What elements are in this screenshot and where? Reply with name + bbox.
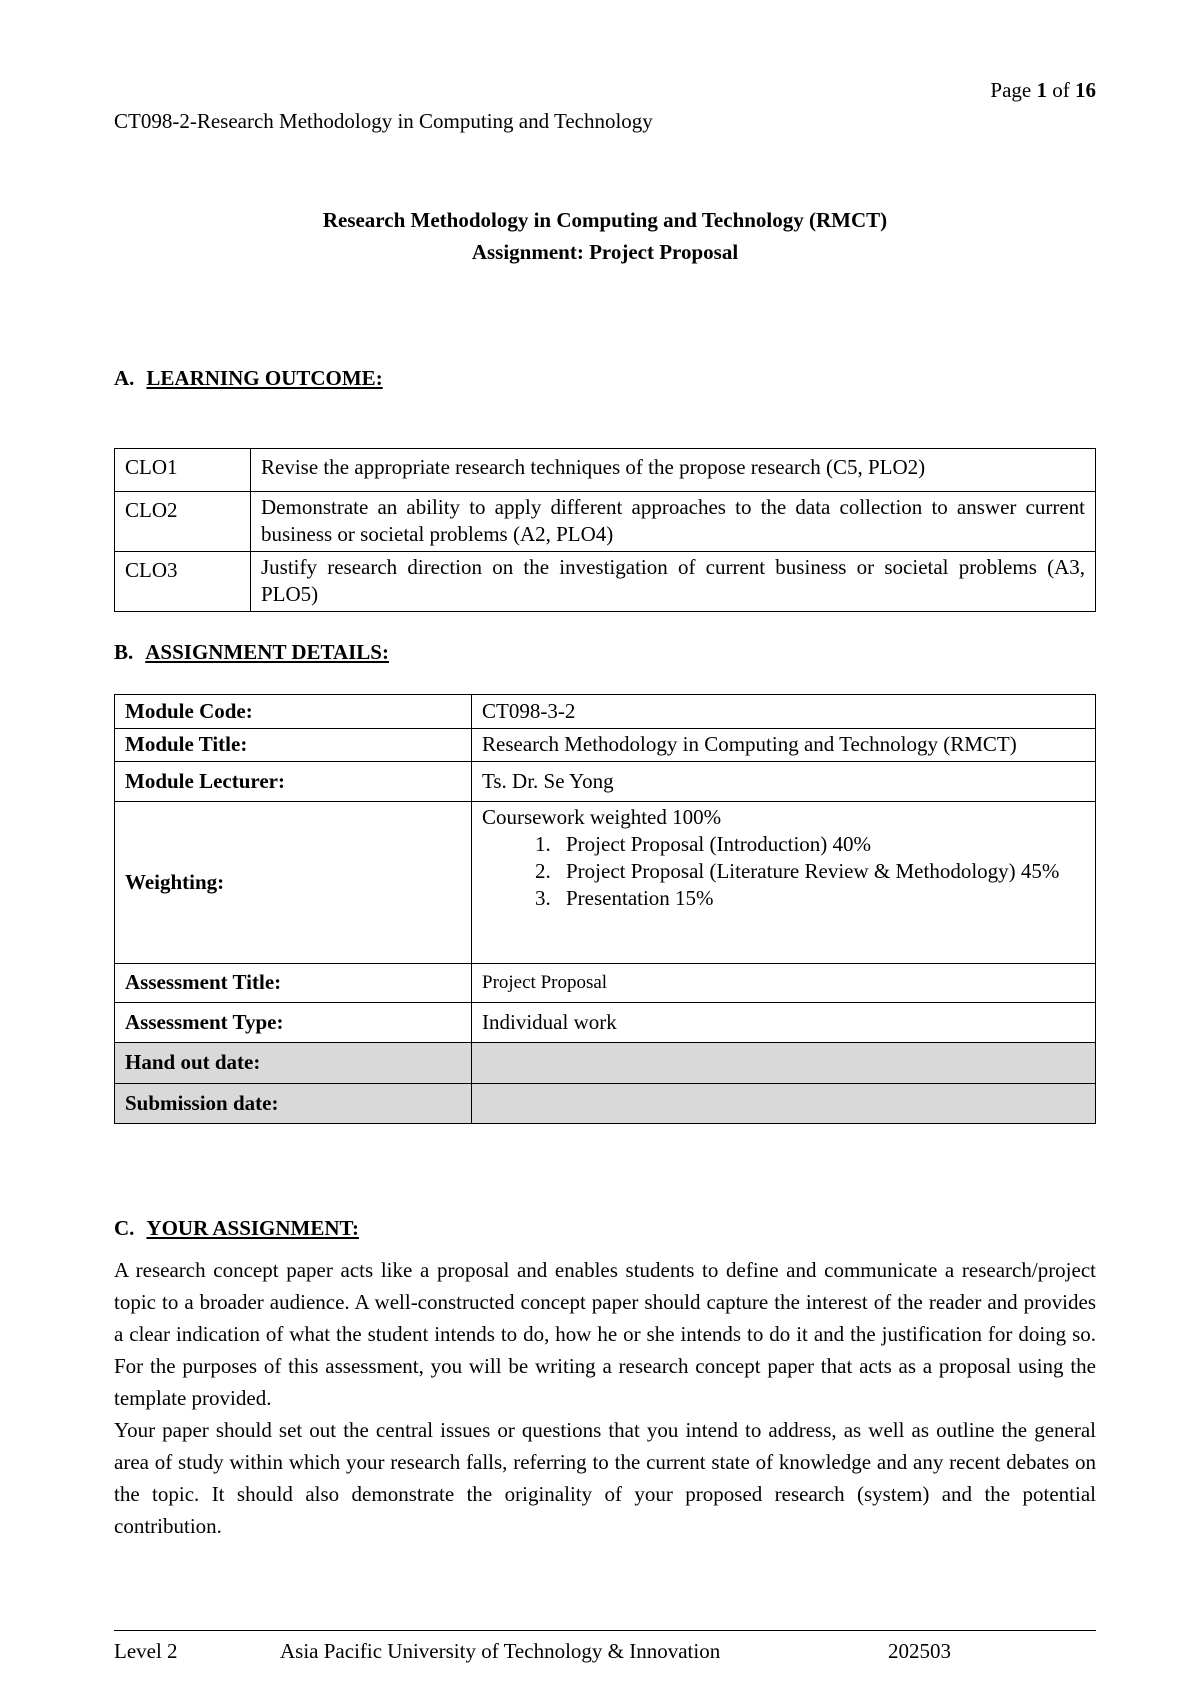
table-row bbox=[115, 552, 1096, 612]
footer-code: 202503 bbox=[888, 1639, 951, 1663]
table-row bbox=[115, 729, 1096, 762]
assessment-type-label: Assessment Type: bbox=[115, 1003, 472, 1043]
module-title-label: Module Title: bbox=[115, 729, 472, 762]
submission-date-label: Submission date: bbox=[115, 1084, 472, 1124]
hand-out-date-value bbox=[472, 1043, 1096, 1084]
page-label: Page bbox=[990, 78, 1032, 102]
clo-description: Justify research direction on the investigation of current business or societal problems (A3, PLO5) bbox=[251, 552, 1096, 612]
table-row bbox=[115, 492, 1096, 552]
submission-date-value bbox=[472, 1084, 1096, 1124]
section-b-title: ASSIGNMENT DETAILS: bbox=[145, 640, 389, 664]
footer-divider bbox=[114, 1630, 1096, 1631]
table-row bbox=[115, 1003, 1096, 1043]
list-item: 3. Presentation 15% bbox=[556, 885, 1085, 912]
list-item: 1. Project Proposal (Introduction) 40% bbox=[556, 831, 1085, 858]
module-lecturer-label: Module Lecturer: bbox=[115, 762, 472, 802]
module-code-value: CT098-3-2 bbox=[472, 695, 1096, 729]
section-b-heading bbox=[114, 640, 389, 665]
assignment-paragraph-1: A research concept paper acts like a proposal and enables students to define and communicate a research/project topic to a broader audience. A well-constructed concept paper should capture the interest of the reader and provides a clear indication of what the student intends to do, how he or she intends to do it and the justification for doing so. For the purposes of this assessment, you will be writing a research concept paper that acts as a proposal using the template provided. bbox=[114, 1258, 1096, 1410]
clo-code: CLO1 bbox=[115, 449, 251, 492]
learning-outcome-table bbox=[114, 448, 1096, 612]
clo-description: Demonstrate an ability to apply different approaches to the data collection to answer current business or societal problems (A2, PLO4) bbox=[251, 492, 1096, 552]
page-current: 1 bbox=[1036, 78, 1047, 102]
assessment-type-value: Individual work bbox=[472, 1003, 1096, 1043]
page-total: 16 bbox=[1075, 78, 1096, 102]
title-line-2: Assignment: Project Proposal bbox=[471, 240, 739, 264]
module-code-label: Module Code: bbox=[115, 695, 472, 729]
section-a-title: LEARNING OUTCOME: bbox=[146, 366, 383, 390]
weighting-label: Weighting: bbox=[115, 802, 472, 964]
course-header: CT098-2-Research Methodology in Computing and Technology bbox=[114, 109, 653, 133]
weighting-intro: Coursework weighted 100% bbox=[482, 805, 722, 829]
table-row bbox=[115, 762, 1096, 802]
table-row bbox=[115, 964, 1096, 1003]
assessment-title-label: Assessment Title: bbox=[115, 964, 472, 1003]
section-a-letter: A. bbox=[114, 366, 135, 390]
weighting-list bbox=[482, 831, 1085, 912]
module-lecturer-value: Ts. Dr. Se Yong bbox=[472, 762, 1096, 802]
module-title-value: Research Methodology in Computing and Technology (RMCT) bbox=[472, 729, 1096, 762]
title-line-1: Research Methodology in Computing and Technology (RMCT) bbox=[322, 208, 888, 232]
table-row bbox=[115, 1084, 1096, 1124]
table-row bbox=[115, 695, 1096, 729]
table-row bbox=[115, 802, 1096, 964]
list-item: 2. Project Proposal (Literature Review & Methodology) 45% bbox=[556, 858, 1085, 885]
clo-code: CLO3 bbox=[115, 552, 251, 612]
hand-out-date-label: Hand out date: bbox=[115, 1043, 472, 1084]
table-row bbox=[115, 1043, 1096, 1084]
document-title bbox=[114, 204, 1096, 268]
weighting-value bbox=[472, 802, 1096, 964]
section-c-heading bbox=[114, 1216, 359, 1241]
clo-code: CLO2 bbox=[115, 492, 251, 552]
section-c-title: YOUR ASSIGNMENT: bbox=[146, 1216, 359, 1240]
footer-level: Level 2 bbox=[114, 1639, 178, 1663]
assignment-details-table bbox=[114, 694, 1096, 1124]
footer-university: Asia Pacific University of Technology & Innovation bbox=[280, 1639, 721, 1663]
assignment-paragraph-2: Your paper should set out the central issues or questions that you intend to address, as well as outline the general area of study within which your research falls, referring to the current state of knowledge and any recent debates on the topic. It should also demonstrate the originality of your proposed research (system) and the potential contribution. bbox=[114, 1418, 1096, 1538]
section-b-letter: B. bbox=[114, 640, 134, 664]
assessment-title-value: Project Proposal bbox=[472, 964, 1096, 1003]
clo-description: Revise the appropriate research techniques of the propose research (C5, PLO2) bbox=[251, 449, 1096, 492]
page-number bbox=[960, 78, 1096, 103]
page-of: of bbox=[1052, 78, 1070, 102]
table-row bbox=[115, 449, 1096, 492]
section-a-heading bbox=[114, 366, 383, 391]
section-c-letter: C. bbox=[114, 1216, 135, 1240]
